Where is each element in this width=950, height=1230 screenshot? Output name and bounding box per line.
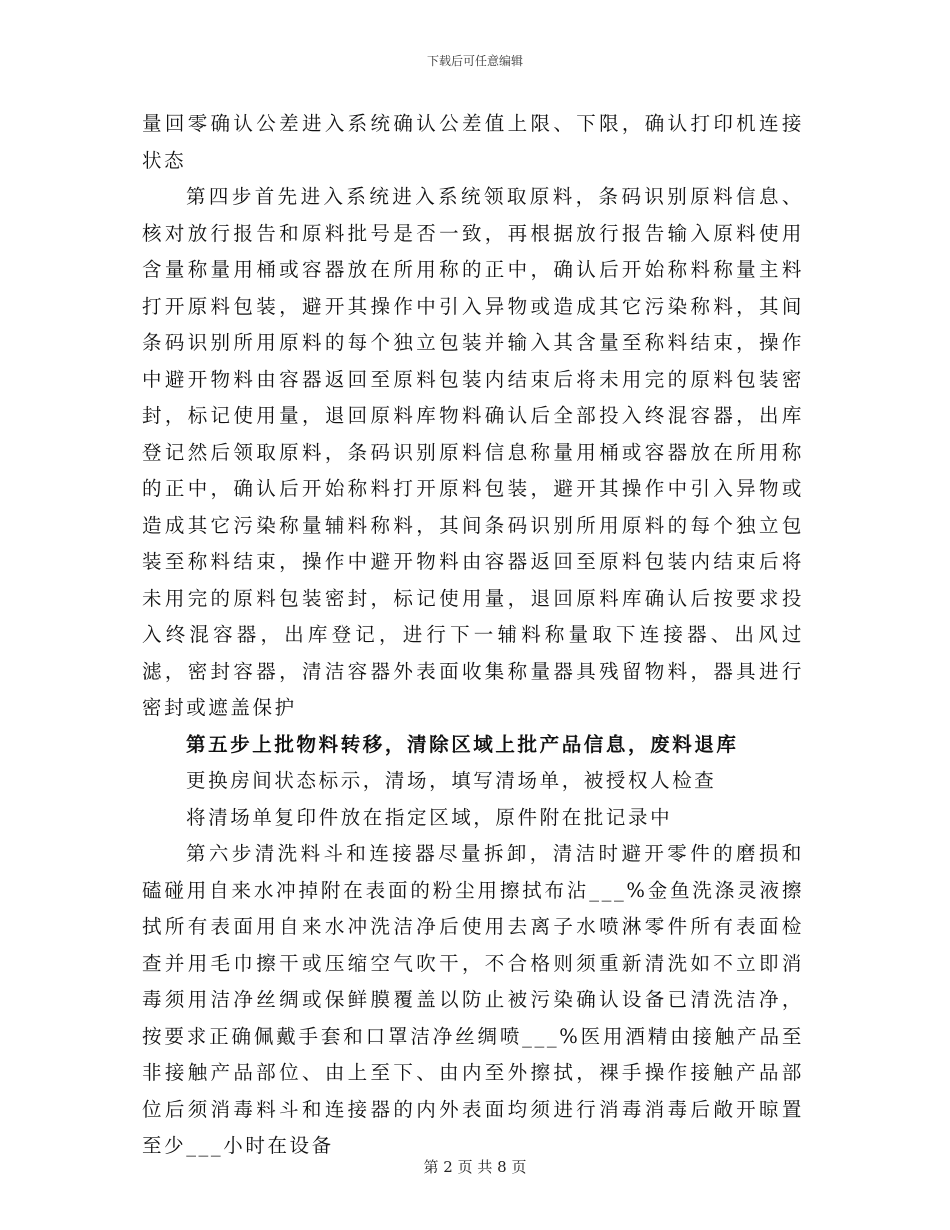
document-body [142, 106, 804, 1165]
paragraph-step-six: 第六步清洗料斗和连接器尽量拆卸，清洁时避开零件的磨损和磕碰用自来水冲掉附在表面的粉尘用擦拭布沾___%金鱼洗涤灵液擦拭所有表面用自来水冲洗洁净后使用去离子水喷淋零件所有表面检查并用毛巾擦干或压缩空气吹干，不合格则须重新清洗如不立即消毒须用洁净丝绸或保鲜膜覆盖以防止被污染确认设备已清洗洁净，按要求正确佩戴手套和口罩洁净丝绸喷___%医用酒精由接触产品至非接触产品部位、由上至下、由内至外擦拭，裸手操作接触产品部位后须消毒料斗和连接器的内外表面均须进行消毒消毒后敞开晾置至少___小时在设备 [142, 842, 804, 1157]
paragraph-clearance-copy: 将清场单复印件放在指定区域，原件附在批记录中 [186, 805, 673, 829]
paragraph-room-status: 更换房间状态标示，清场，填写清场单，被授权人检查 [186, 769, 717, 792]
page-header: 下载后可任意编辑 [426, 54, 523, 68]
paragraph-continuation: 量回零确认公差进入系统确认公差值上限、下限，确认打印机连接状态 [142, 112, 804, 172]
paragraph-step-four: 第四步首先进入系统进入系统领取原料，条码识别原料信息、核对放行报告和原料批号是否一致，再根据放行报告输入原料使用含量称量用桶或容器放在所用称的正中，确认后开始称料称量主料打开原料包装，避开其操作中引入异物或造成其它污染称料，其间条码识别所用原料的每个独立包装并输入其含量至称料结束，操作中避开物料由容器返回至原料包装内结束后将未用完的原料包装密封，标记使用量，退回原料库物料确认后全部投入终混容器，出库登记然后领取原料，条码识别原料信息称量用桶或容器放在所用称的正中，确认后开始称料打开原料包装，避开其操作中引入异物或造成其它污染称量辅料称料，其间条码识别所用原料的每个独立包装至称料结束，操作中避开物料由容器返回至原料包装内结束后将未用完的原料包装密封，标记使用量，退回原料库确认后按要求投入终混容器，出库登记，进行下一辅料称量取下连接器、出风过滤，密封容器，清洁容器外表面收集称量器具残留物料，器具进行密封或遮盖保护 [142, 185, 804, 719]
page-footer: 第 2 页 共 8 页 [423, 1158, 527, 1176]
paragraph-step-five-heading: 第五步上批物料转移，清除区域上批产品信息，废料退库 [186, 732, 739, 756]
